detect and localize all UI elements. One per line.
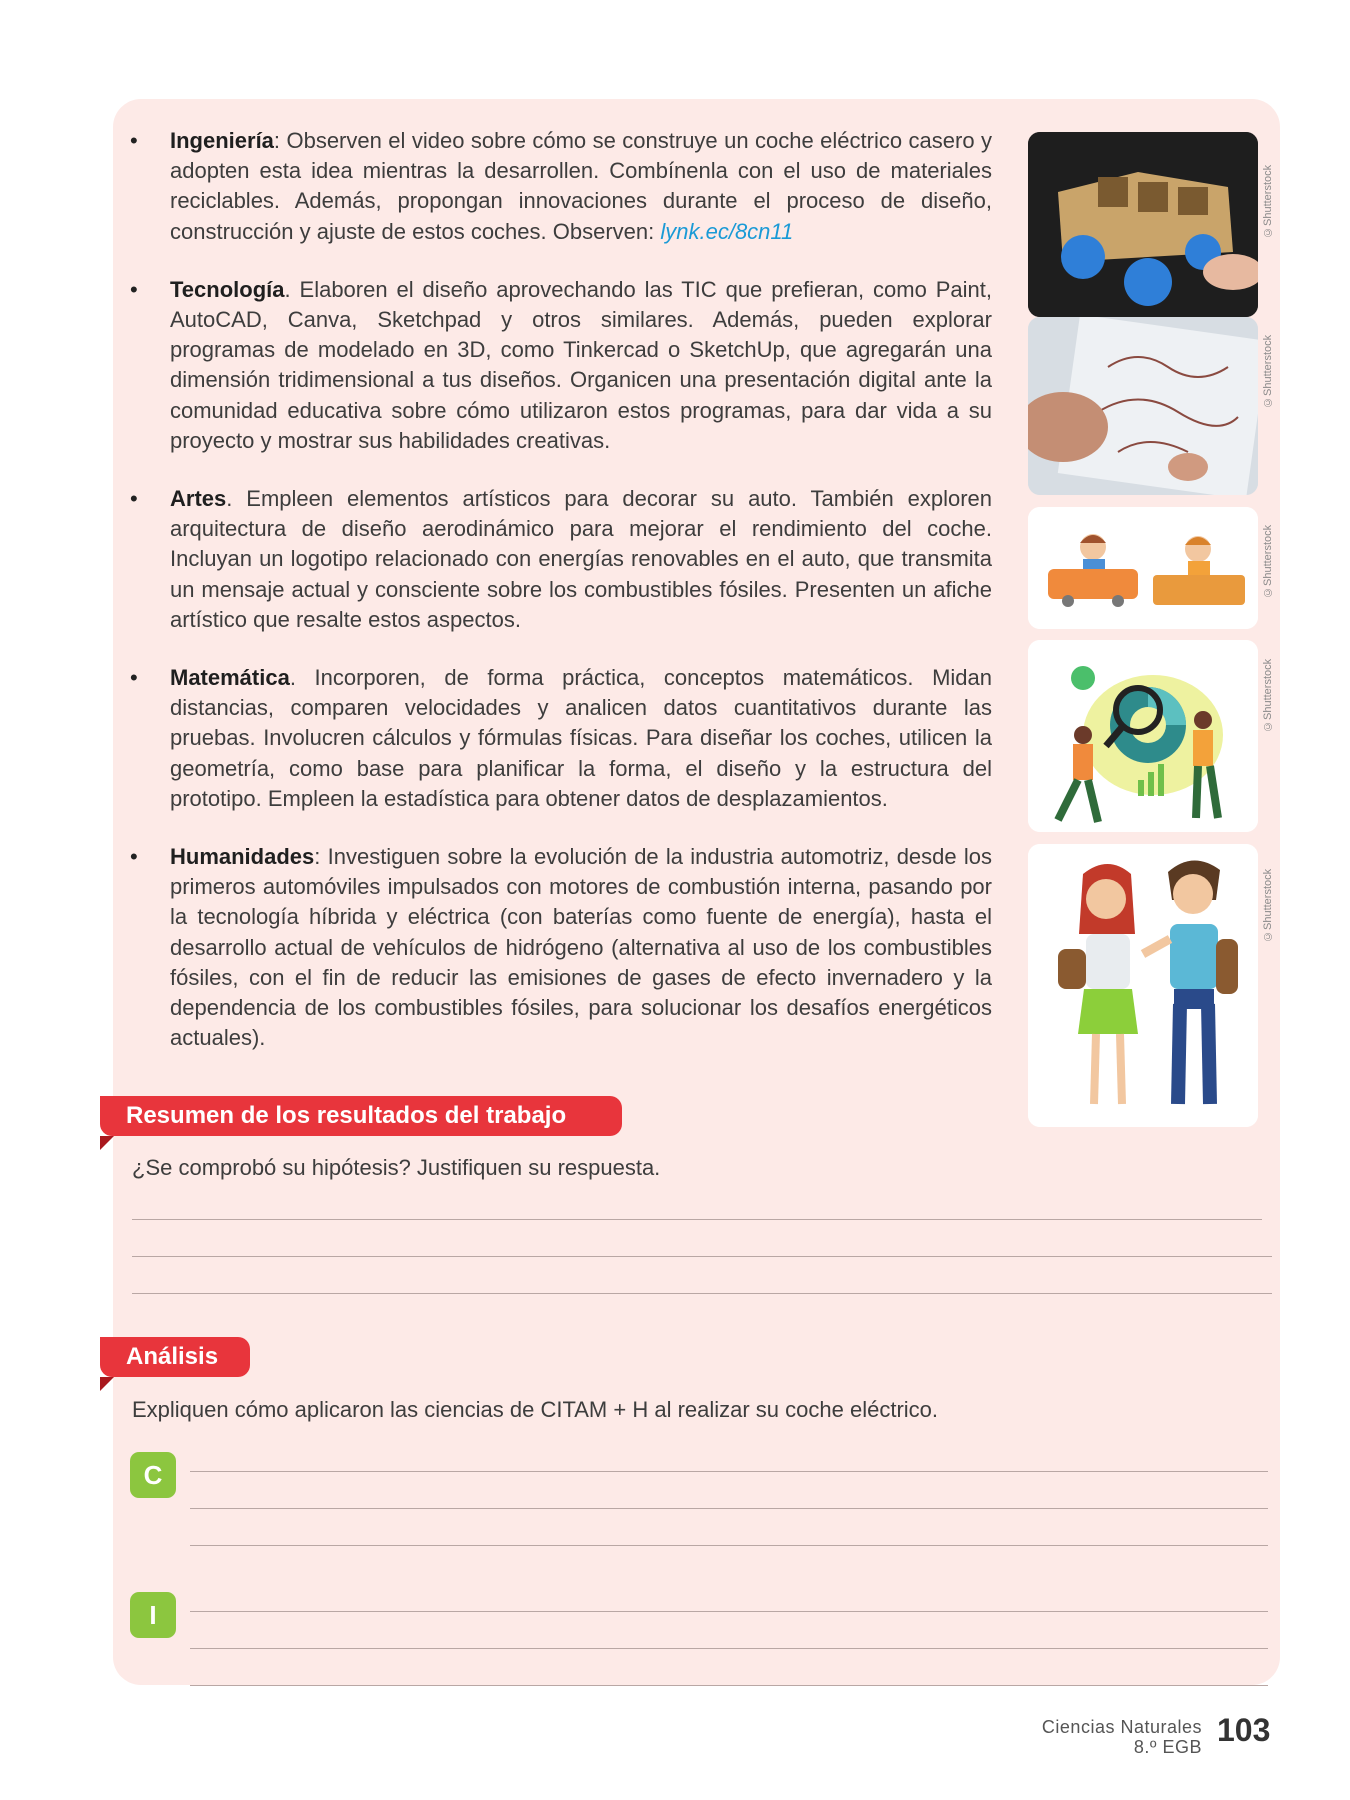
page-number: 103 xyxy=(1217,1712,1271,1748)
cardboard-car-photo xyxy=(1028,132,1258,317)
bullet-title: Humanidades xyxy=(170,844,315,870)
list-item-tecnologia xyxy=(130,275,992,456)
sketching-photo xyxy=(1028,317,1258,495)
bullet-text: : Observen el video sobre cómo se construye un coche eléctrico casero y adopten esta idea mientras la desarrollen. Combínenla con el uso de materiales reciclables. Además, propongan innovaciones durante el proceso de diseño, construcción y ajuste de estos coches. Observen: xyxy=(170,128,992,244)
bullet-title: Artes xyxy=(170,486,227,512)
answer-line[interactable] xyxy=(190,1648,1268,1649)
citam-bullet-list xyxy=(130,126,992,1081)
answer-line[interactable] xyxy=(132,1256,1272,1257)
answer-line[interactable] xyxy=(190,1545,1268,1546)
bullet-title: Tecnología xyxy=(170,276,285,302)
answer-line[interactable] xyxy=(190,1685,1268,1686)
footer-grade: 8.º EGB xyxy=(1133,1737,1202,1757)
kids-cardboard-cars-illustration xyxy=(1028,507,1258,629)
list-item-matematica xyxy=(130,663,992,814)
badge-c: C xyxy=(130,1452,176,1498)
list-item-artes xyxy=(130,484,992,635)
photo-credit: ©Shutterstock xyxy=(1262,334,1274,408)
list-item-humanidades xyxy=(130,842,992,1053)
bullet-text: . Elaboren el diseño aprovechando las TIC que prefieran, como Paint, AutoCAD, Canva, Sketchpad y otros similares. Además, pueden explorar programas de modelado en 3D, como Tinkercad o SketchUp, que agregarán una dimensión tridimensional a tus diseños. Organicen una presentación digital ante la comunidad educativa sobre cómo utilizaron estos programas, para dar vida a su proyecto y mostrar sus habilidades creativas. xyxy=(170,276,992,453)
photo-credit: ©Shutterstock xyxy=(1262,868,1274,942)
analisis-heading: Análisis xyxy=(100,1337,250,1377)
answer-line[interactable] xyxy=(132,1293,1272,1294)
bullet-text: . Incorporen, de forma práctica, conceptos matemáticos. Midan distancias, comparen velocidades y analicen datos cuantitativos durante las pruebas. Involucren cálculos y fórmulas físicas. Para diseñar los coches, utilicen la geometría, como base para planificar la forma, el diseño y la estructura del prototipo. Empleen la estadística para obtener datos de desplazamientos. xyxy=(170,665,992,811)
answer-line[interactable] xyxy=(132,1219,1262,1220)
answer-line[interactable] xyxy=(190,1611,1268,1612)
footer-subject: Ciencias Naturales xyxy=(1041,1717,1202,1737)
resumen-question: ¿Se comprobó su hipótesis? Justifiquen su respuesta. xyxy=(132,1155,661,1180)
bullet-title: Ingeniería xyxy=(170,128,274,153)
footer-label xyxy=(1042,1717,1202,1757)
photo-credit: ©Shutterstock xyxy=(1262,164,1274,238)
photo-credit: ©Shutterstock xyxy=(1262,658,1274,732)
answer-line[interactable] xyxy=(190,1508,1268,1509)
badge-i: I xyxy=(130,1592,176,1638)
answer-line[interactable] xyxy=(190,1471,1268,1472)
list-item-ingenieria xyxy=(130,126,992,247)
bullet-title: Matemática xyxy=(170,665,290,691)
video-link[interactable]: lynk.ec/8cn11 xyxy=(660,218,794,244)
photo-credit: ©Shutterstock xyxy=(1262,524,1274,598)
data-analysis-illustration xyxy=(1028,640,1258,832)
bullet-text: : Investiguen sobre la evolución de la industria automotriz, desde los primeros automóviles impulsados con motores de combustión interna, pasando por la tecnología híbrida y eléctrica (con baterías como fuente de energía), hasta el desarrollo actual de vehículos de hidrógeno (alternativa al uso de los combustibles fósiles, con el fin de reducir las emisiones de gases de efecto invernadero y la dependencia de los combustibles fósiles, para solucionar los desafíos energéticos actuales). xyxy=(170,844,992,1051)
analisis-prompt: Expliquen cómo aplicaron las ciencias de CITAM + H al realizar su coche eléctrico. xyxy=(132,1397,939,1422)
students-illustration xyxy=(1028,844,1258,1127)
resumen-heading: Resumen de los resultados del trabajo xyxy=(100,1096,622,1136)
bullet-text: . Empleen elementos artísticos para decorar su auto. También exploren arquitectura de diseño aerodinámico para mejorar el rendimiento del coche. Incluyan un logotipo relacionado con energías renovables en el auto, que transmita un mensaje actual y consciente sobre los combustibles fósiles. Presenten un afiche artístico que resalte estos aspectos. xyxy=(170,486,992,632)
